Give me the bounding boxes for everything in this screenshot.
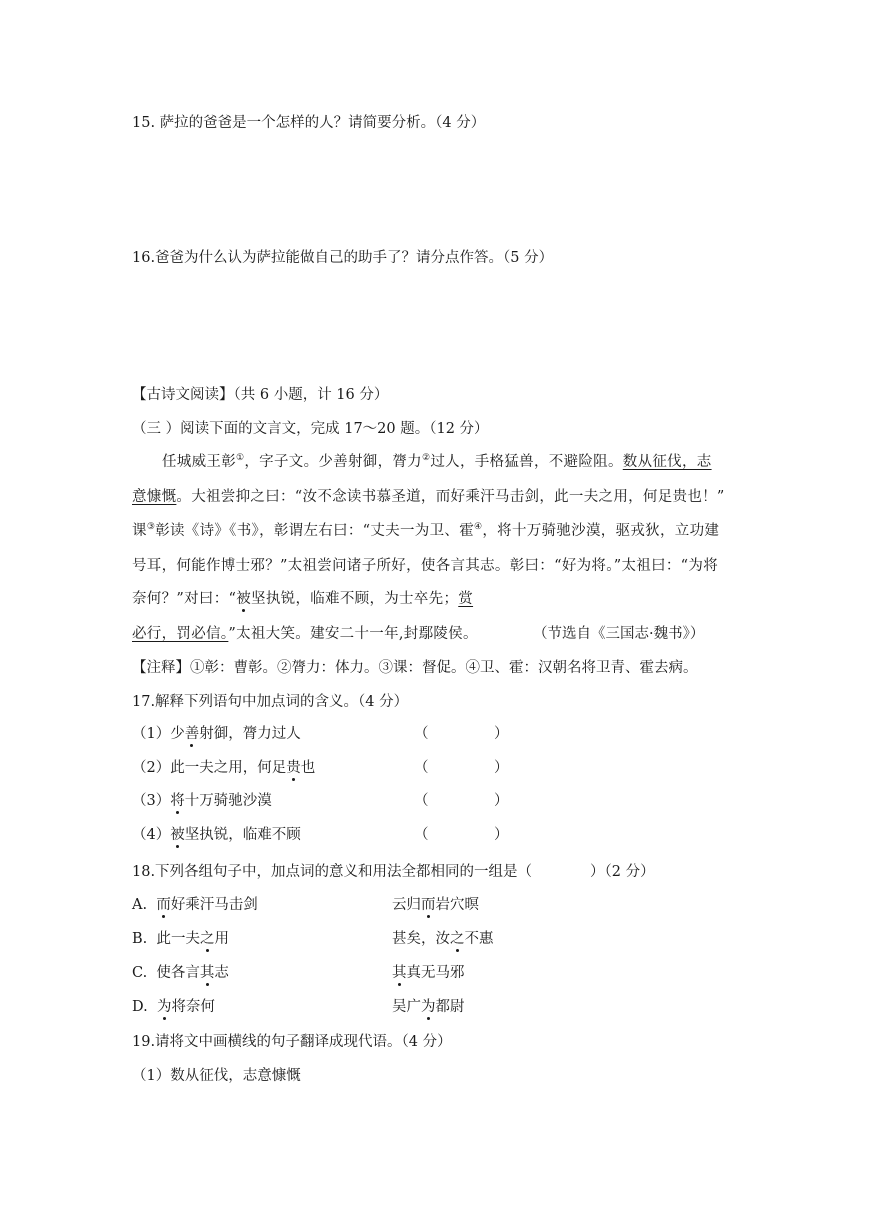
part-three-instructions: （三 ）阅读下面的文言文，完成 17～20 题。（12 分） xyxy=(132,421,489,437)
q17-answer-open-1: （ xyxy=(414,726,429,742)
passage-line-3: 课③彰读《诗》《书》，彰谓左右曰：“丈夫一为卫、霍④，将十万骑驰沙漠，驱戎狄，立功建 xyxy=(132,522,720,539)
q18-option-b-right: 甚矣，汝之不惠 xyxy=(392,931,494,947)
q17-answer-open-2: （ xyxy=(414,760,429,776)
q18-option-d-left: D. 为将奈何 xyxy=(132,999,215,1015)
q17-answer-open-4: （ xyxy=(414,827,429,843)
q17-answer-close-1: ） xyxy=(494,726,509,742)
passage-source: （节选自《三国志·魏书》） xyxy=(533,626,705,642)
q17-answer-close-2: ） xyxy=(494,760,509,776)
q17-item-2: （2）此一夫之用，何足贵也 xyxy=(132,760,316,776)
underlined-sentence: 数从征伐，志 xyxy=(622,454,712,470)
passage-line-5: 奈何？”对曰：“被坚执锐，临难不顾，为士卒先；赏 xyxy=(132,591,474,607)
q18-option-c-right: 其真无马邪 xyxy=(392,965,465,981)
q17-answer-close-3: ） xyxy=(494,793,509,809)
question-15: 15. 萨拉的爸爸是一个怎样的人？请简要分析。（4 分） xyxy=(132,115,486,131)
question-18-title: 18.下列各组句子中，加点词的意义和用法全都相同的一组是（ ）（2 分） xyxy=(132,864,655,880)
q17-item-4: （4）被坚执锐，临难不顾 xyxy=(132,827,301,843)
passage-line-4: 号耳，何能作博士邪？”太祖尝问诸子所好，使各言其志。彰曰：“好为将。”太祖曰：“为将 xyxy=(132,558,718,574)
passage-line-2: 意慷慨。大祖尝抑之曰：“汝不念读书慕圣道，而好乘汗马击剑，此一夫之用，何足贵也！” xyxy=(132,489,725,505)
section-title: 【古诗文阅读】（共 6 小题，计 16 分） xyxy=(132,387,389,403)
q18-option-a-right: 云归而岩穴暝 xyxy=(392,897,479,913)
q17-answer-open-3: （ xyxy=(414,793,429,809)
q17-answer-close-4: ） xyxy=(494,827,509,843)
q18-option-c-left: C. 使各言其志 xyxy=(132,965,229,981)
question-16: 16.爸爸为什么认为萨拉能做自己的助手了？请分点作答。（5 分） xyxy=(132,250,554,266)
passage-line-6: 必行，罚必信。”太祖大笑。建安二十一年,封鄢陵侯。 xyxy=(132,626,478,642)
q17-item-1: （1）少善射御，膂力过人 xyxy=(132,726,301,742)
q19-item-1: （1）数从征伐，志意慷慨 xyxy=(132,1068,301,1084)
q18-option-b-left: B. 此一夫之用 xyxy=(132,931,229,947)
question-19-title: 19.请将文中画横线的句子翻译成现代语。（4 分） xyxy=(132,1034,452,1050)
q17-item-3: （3）将十万骑驰沙漠 xyxy=(132,793,272,809)
question-17-title: 17.解释下列语句中加点词的含义。（4 分） xyxy=(132,694,409,710)
passage-line-1: 任城威王彰①，字子文。少善射御，膂力②过人，手格猛兽，不避险阻。数从征伐，志 xyxy=(162,453,712,470)
passage-notes: 【注释】①彰：曹彰。②膂力：体力。③课：督促。④卫、霍：汉朝名将卫青、霍去病。 xyxy=(132,660,698,676)
q18-option-a-left: A. 而好乘汗马击剑 xyxy=(132,897,258,913)
q18-option-d-right: 吴广为都尉 xyxy=(392,999,465,1015)
